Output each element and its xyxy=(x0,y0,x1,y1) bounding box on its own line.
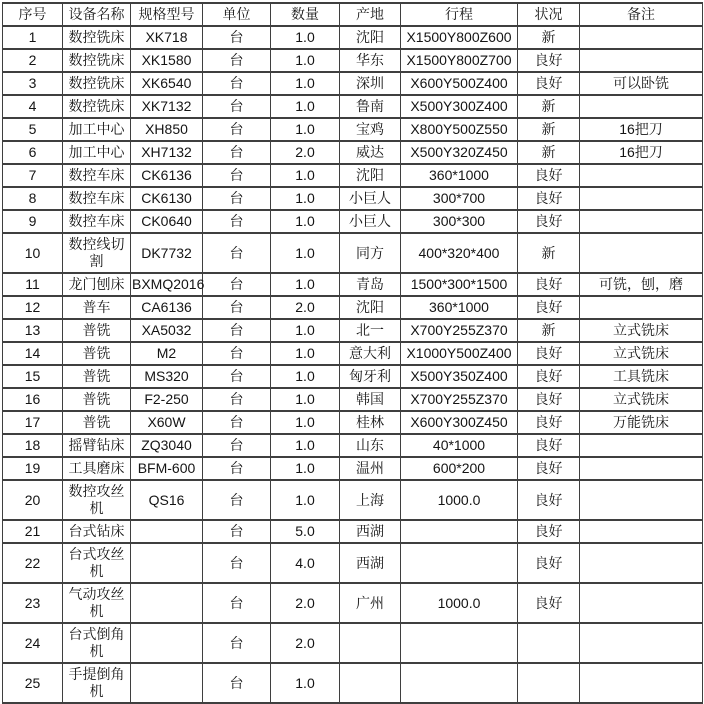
cell-condition: 良好 xyxy=(518,411,580,434)
cell-remark: 立式铣床 xyxy=(580,342,703,365)
cell-condition: 良好 xyxy=(518,583,580,623)
cell-index: 25 xyxy=(3,663,63,703)
cell-equipment-name: 数控铣床 xyxy=(63,26,131,49)
table-row xyxy=(3,233,703,273)
cell-quantity: 1.0 xyxy=(271,118,340,141)
cell-equipment-name: 普铣 xyxy=(63,342,131,365)
table-row xyxy=(3,319,703,342)
cell-remark xyxy=(580,480,703,520)
cell-quantity: 1.0 xyxy=(271,411,340,434)
cell-origin: 西湖 xyxy=(340,543,401,583)
cell-remark xyxy=(580,26,703,49)
cell-condition: 良好 xyxy=(518,164,580,187)
cell-model: CK6130 xyxy=(131,187,203,210)
cell-model: XH850 xyxy=(131,118,203,141)
table-row xyxy=(3,457,703,480)
cell-index: 16 xyxy=(3,388,63,411)
table-row xyxy=(3,411,703,434)
cell-condition: 新 xyxy=(518,141,580,164)
cell-equipment-name: 手提倒角机 xyxy=(63,663,131,703)
cell-model: BXMQ2016 xyxy=(131,273,203,296)
cell-condition: 良好 xyxy=(518,434,580,457)
cell-unit: 台 xyxy=(203,49,271,72)
cell-travel: X500Y300Z400 xyxy=(401,95,518,118)
cell-model xyxy=(131,543,203,583)
cell-unit: 台 xyxy=(203,164,271,187)
cell-index: 20 xyxy=(3,480,63,520)
cell-unit: 台 xyxy=(203,388,271,411)
cell-origin: 宝鸡 xyxy=(340,118,401,141)
column-header-equipment-name: 设备名称 xyxy=(63,3,131,26)
cell-travel xyxy=(401,543,518,583)
cell-equipment-name: 普铣 xyxy=(63,319,131,342)
cell-unit: 台 xyxy=(203,457,271,480)
cell-unit: 台 xyxy=(203,141,271,164)
cell-condition: 新 xyxy=(518,233,580,273)
cell-origin xyxy=(340,663,401,703)
cell-unit: 台 xyxy=(203,72,271,95)
cell-quantity: 2.0 xyxy=(271,623,340,663)
cell-equipment-name: 普铣 xyxy=(63,388,131,411)
cell-remark xyxy=(580,623,703,663)
table-row xyxy=(3,480,703,520)
column-header-quantity: 数量 xyxy=(271,3,340,26)
cell-travel: 600*200 xyxy=(401,457,518,480)
cell-quantity: 1.0 xyxy=(271,49,340,72)
cell-index: 1 xyxy=(3,26,63,49)
cell-origin: 匈牙利 xyxy=(340,365,401,388)
cell-remark xyxy=(580,296,703,319)
cell-index: 7 xyxy=(3,164,63,187)
cell-origin: 青岛 xyxy=(340,273,401,296)
cell-origin: 威达 xyxy=(340,141,401,164)
cell-remark xyxy=(580,583,703,623)
cell-condition: 良好 xyxy=(518,210,580,233)
cell-equipment-name: 数控攻丝机 xyxy=(63,480,131,520)
cell-travel: 1000.0 xyxy=(401,583,518,623)
cell-quantity: 1.0 xyxy=(271,342,340,365)
cell-model: M2 xyxy=(131,342,203,365)
cell-equipment-name: 普车 xyxy=(63,296,131,319)
cell-index: 19 xyxy=(3,457,63,480)
cell-unit: 台 xyxy=(203,296,271,319)
cell-remark xyxy=(580,164,703,187)
cell-remark xyxy=(580,49,703,72)
column-header-remark: 备注 xyxy=(580,3,703,26)
cell-unit: 台 xyxy=(203,480,271,520)
cell-index: 8 xyxy=(3,187,63,210)
cell-model: MS320 xyxy=(131,365,203,388)
cell-unit: 台 xyxy=(203,663,271,703)
cell-condition: 良好 xyxy=(518,72,580,95)
cell-quantity: 1.0 xyxy=(271,164,340,187)
cell-condition: 新 xyxy=(518,95,580,118)
cell-origin: 鲁南 xyxy=(340,95,401,118)
cell-index: 5 xyxy=(3,118,63,141)
cell-model xyxy=(131,583,203,623)
cell-travel: X700Y255Z370 xyxy=(401,388,518,411)
cell-equipment-name: 加工中心 xyxy=(63,141,131,164)
cell-index: 21 xyxy=(3,520,63,543)
cell-equipment-name: 加工中心 xyxy=(63,118,131,141)
cell-origin: 北一 xyxy=(340,319,401,342)
cell-travel: X1500Y800Z600 xyxy=(401,26,518,49)
cell-model: QS16 xyxy=(131,480,203,520)
cell-model: XH7132 xyxy=(131,141,203,164)
cell-quantity: 1.0 xyxy=(271,72,340,95)
cell-quantity: 1.0 xyxy=(271,26,340,49)
cell-remark: 可以卧铣 xyxy=(580,72,703,95)
table-row xyxy=(3,663,703,703)
table-row xyxy=(3,365,703,388)
cell-origin: 小巨人 xyxy=(340,187,401,210)
cell-equipment-name: 台式倒角机 xyxy=(63,623,131,663)
cell-index: 9 xyxy=(3,210,63,233)
cell-model xyxy=(131,663,203,703)
cell-model: CK0640 xyxy=(131,210,203,233)
cell-condition xyxy=(518,623,580,663)
cell-unit: 台 xyxy=(203,623,271,663)
column-header-travel: 行程 xyxy=(401,3,518,26)
cell-condition: 良好 xyxy=(518,296,580,319)
cell-quantity: 1.0 xyxy=(271,95,340,118)
cell-equipment-name: 龙门刨床 xyxy=(63,273,131,296)
cell-origin: 沈阳 xyxy=(340,296,401,319)
cell-condition: 良好 xyxy=(518,49,580,72)
cell-remark: 立式铣床 xyxy=(580,388,703,411)
table-row xyxy=(3,187,703,210)
cell-model xyxy=(131,623,203,663)
cell-remark xyxy=(580,457,703,480)
cell-travel: X1000Y500Z400 xyxy=(401,342,518,365)
cell-origin: 深圳 xyxy=(340,72,401,95)
cell-unit: 台 xyxy=(203,26,271,49)
cell-unit: 台 xyxy=(203,273,271,296)
cell-travel: X600Y500Z400 xyxy=(401,72,518,95)
cell-origin: 温州 xyxy=(340,457,401,480)
table-row xyxy=(3,520,703,543)
cell-travel: 360*1000 xyxy=(401,164,518,187)
cell-condition: 良好 xyxy=(518,520,580,543)
column-header-origin: 产地 xyxy=(340,3,401,26)
cell-unit: 台 xyxy=(203,543,271,583)
cell-index: 13 xyxy=(3,319,63,342)
cell-travel: X500Y320Z450 xyxy=(401,141,518,164)
cell-quantity: 1.0 xyxy=(271,434,340,457)
cell-unit: 台 xyxy=(203,411,271,434)
cell-condition: 新 xyxy=(518,319,580,342)
cell-model: F2-250 xyxy=(131,388,203,411)
cell-condition: 新 xyxy=(518,118,580,141)
table-row xyxy=(3,342,703,365)
cell-equipment-name: 数控铣床 xyxy=(63,95,131,118)
cell-quantity: 4.0 xyxy=(271,543,340,583)
table-header-row xyxy=(3,3,703,26)
cell-equipment-name: 数控线切割 xyxy=(63,233,131,273)
cell-equipment-name: 台式钻床 xyxy=(63,520,131,543)
cell-model: ZQ3040 xyxy=(131,434,203,457)
cell-travel: 1500*300*1500 xyxy=(401,273,518,296)
cell-unit: 台 xyxy=(203,95,271,118)
cell-quantity: 1.0 xyxy=(271,319,340,342)
cell-remark: 16把刀 xyxy=(580,118,703,141)
cell-remark xyxy=(580,434,703,457)
cell-quantity: 2.0 xyxy=(271,296,340,319)
cell-unit: 台 xyxy=(203,583,271,623)
cell-quantity: 1.0 xyxy=(271,273,340,296)
table-row xyxy=(3,273,703,296)
cell-travel: 400*320*400 xyxy=(401,233,518,273)
cell-model: XA5032 xyxy=(131,319,203,342)
cell-quantity: 1.0 xyxy=(271,480,340,520)
cell-unit: 台 xyxy=(203,342,271,365)
table-row xyxy=(3,72,703,95)
cell-travel: X600Y300Z450 xyxy=(401,411,518,434)
cell-model: CA6136 xyxy=(131,296,203,319)
cell-remark: 工具铣床 xyxy=(580,365,703,388)
cell-index: 6 xyxy=(3,141,63,164)
cell-equipment-name: 普铣 xyxy=(63,411,131,434)
cell-remark xyxy=(580,543,703,583)
cell-quantity: 2.0 xyxy=(271,583,340,623)
cell-condition: 良好 xyxy=(518,480,580,520)
cell-condition: 良好 xyxy=(518,365,580,388)
cell-index: 17 xyxy=(3,411,63,434)
cell-model: BFM-600 xyxy=(131,457,203,480)
cell-travel: X800Y500Z550 xyxy=(401,118,518,141)
cell-travel xyxy=(401,520,518,543)
column-header-condition: 状况 xyxy=(518,3,580,26)
cell-origin: 同方 xyxy=(340,233,401,273)
cell-origin: 广州 xyxy=(340,583,401,623)
cell-remark: 可铣，刨，磨 xyxy=(580,273,703,296)
cell-travel xyxy=(401,663,518,703)
cell-quantity: 1.0 xyxy=(271,210,340,233)
cell-remark xyxy=(580,210,703,233)
cell-quantity: 2.0 xyxy=(271,141,340,164)
cell-unit: 台 xyxy=(203,365,271,388)
cell-travel: 40*1000 xyxy=(401,434,518,457)
cell-remark xyxy=(580,520,703,543)
column-header-model: 规格型号 xyxy=(131,3,203,26)
cell-travel: X700Y255Z370 xyxy=(401,319,518,342)
cell-model xyxy=(131,520,203,543)
cell-origin: 西湖 xyxy=(340,520,401,543)
cell-equipment-name: 数控铣床 xyxy=(63,49,131,72)
cell-origin: 华东 xyxy=(340,49,401,72)
cell-remark xyxy=(580,233,703,273)
cell-travel xyxy=(401,623,518,663)
cell-quantity: 1.0 xyxy=(271,457,340,480)
cell-remark: 万能铣床 xyxy=(580,411,703,434)
cell-index: 12 xyxy=(3,296,63,319)
cell-unit: 台 xyxy=(203,187,271,210)
cell-origin: 上海 xyxy=(340,480,401,520)
cell-index: 18 xyxy=(3,434,63,457)
table-row xyxy=(3,623,703,663)
table-row xyxy=(3,296,703,319)
cell-quantity: 1.0 xyxy=(271,233,340,273)
cell-origin: 意大利 xyxy=(340,342,401,365)
cell-travel: 300*700 xyxy=(401,187,518,210)
cell-unit: 台 xyxy=(203,210,271,233)
cell-condition: 良好 xyxy=(518,342,580,365)
cell-quantity: 1.0 xyxy=(271,365,340,388)
cell-origin: 沈阳 xyxy=(340,164,401,187)
cell-model: X60W xyxy=(131,411,203,434)
cell-condition: 良好 xyxy=(518,273,580,296)
cell-index: 4 xyxy=(3,95,63,118)
cell-travel: 300*300 xyxy=(401,210,518,233)
column-header-index: 序号 xyxy=(3,3,63,26)
equipment-table xyxy=(2,2,703,704)
cell-quantity: 1.0 xyxy=(271,187,340,210)
cell-remark: 16把刀 xyxy=(580,141,703,164)
cell-equipment-name: 数控铣床 xyxy=(63,72,131,95)
cell-index: 14 xyxy=(3,342,63,365)
cell-model: XK718 xyxy=(131,26,203,49)
cell-remark xyxy=(580,187,703,210)
table-row xyxy=(3,95,703,118)
table-row xyxy=(3,49,703,72)
cell-remark: 立式铣床 xyxy=(580,319,703,342)
cell-equipment-name: 普铣 xyxy=(63,365,131,388)
cell-condition: 良好 xyxy=(518,543,580,583)
cell-remark xyxy=(580,95,703,118)
cell-model: XK1580 xyxy=(131,49,203,72)
cell-unit: 台 xyxy=(203,118,271,141)
table-row xyxy=(3,388,703,411)
cell-quantity: 1.0 xyxy=(271,663,340,703)
cell-unit: 台 xyxy=(203,233,271,273)
cell-equipment-name: 气动攻丝机 xyxy=(63,583,131,623)
cell-quantity: 1.0 xyxy=(271,388,340,411)
column-header-unit: 单位 xyxy=(203,3,271,26)
table-row xyxy=(3,164,703,187)
cell-origin: 韩国 xyxy=(340,388,401,411)
cell-model: XK7132 xyxy=(131,95,203,118)
cell-equipment-name: 数控车床 xyxy=(63,187,131,210)
cell-travel: X500Y350Z400 xyxy=(401,365,518,388)
table-row xyxy=(3,583,703,623)
cell-condition: 良好 xyxy=(518,457,580,480)
cell-origin: 山东 xyxy=(340,434,401,457)
cell-condition: 良好 xyxy=(518,388,580,411)
cell-origin: 沈阳 xyxy=(340,26,401,49)
cell-unit: 台 xyxy=(203,434,271,457)
cell-remark xyxy=(580,663,703,703)
cell-model: DK7732 xyxy=(131,233,203,273)
cell-travel: X1500Y800Z700 xyxy=(401,49,518,72)
cell-model: XK6540 xyxy=(131,72,203,95)
cell-origin xyxy=(340,623,401,663)
cell-index: 22 xyxy=(3,543,63,583)
cell-index: 2 xyxy=(3,49,63,72)
cell-travel: 360*1000 xyxy=(401,296,518,319)
cell-equipment-name: 数控车床 xyxy=(63,210,131,233)
cell-origin: 桂林 xyxy=(340,411,401,434)
cell-equipment-name: 摇臂钻床 xyxy=(63,434,131,457)
cell-equipment-name: 工具磨床 xyxy=(63,457,131,480)
cell-unit: 台 xyxy=(203,520,271,543)
cell-index: 23 xyxy=(3,583,63,623)
cell-index: 10 xyxy=(3,233,63,273)
table-row xyxy=(3,543,703,583)
cell-model: CK6136 xyxy=(131,164,203,187)
cell-condition xyxy=(518,663,580,703)
cell-condition: 新 xyxy=(518,26,580,49)
cell-index: 11 xyxy=(3,273,63,296)
table-row xyxy=(3,26,703,49)
cell-index: 24 xyxy=(3,623,63,663)
cell-index: 15 xyxy=(3,365,63,388)
cell-equipment-name: 数控车床 xyxy=(63,164,131,187)
cell-unit: 台 xyxy=(203,319,271,342)
cell-equipment-name: 台式攻丝机 xyxy=(63,543,131,583)
cell-quantity: 5.0 xyxy=(271,520,340,543)
cell-condition: 良好 xyxy=(518,187,580,210)
table-row xyxy=(3,118,703,141)
table-row xyxy=(3,141,703,164)
table-row xyxy=(3,210,703,233)
cell-travel: 1000.0 xyxy=(401,480,518,520)
table-row xyxy=(3,434,703,457)
cell-index: 3 xyxy=(3,72,63,95)
cell-origin: 小巨人 xyxy=(340,210,401,233)
